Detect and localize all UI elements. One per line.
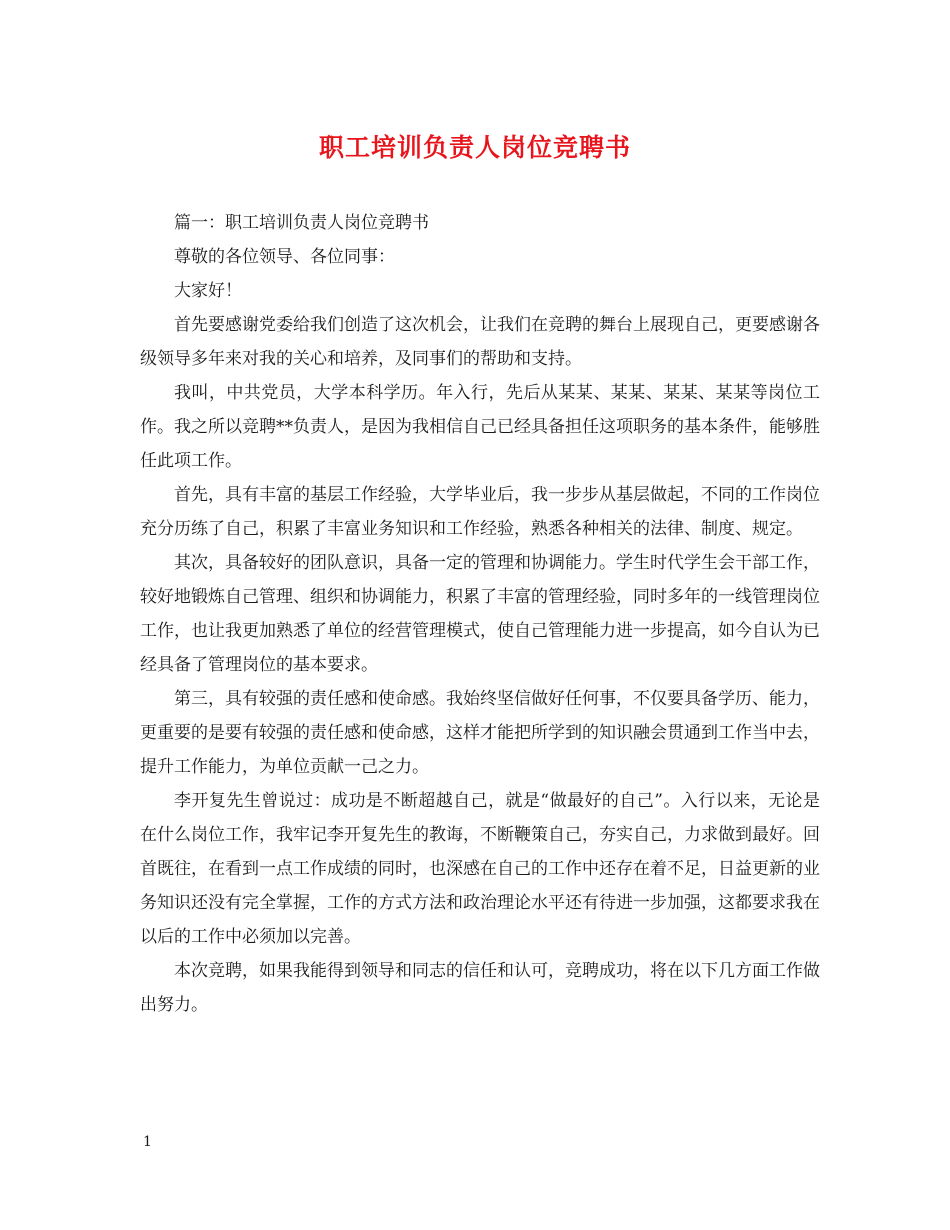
paragraph-second-point: 其次，具备较好的团队意识，具备一定的管理和协调能力。学生时代学生会干部工作，较好地锻炼自己管理、组织和协调能力，积累了丰富的管理经验，同时多年的一线管理岗位工作，也让我更加熟悉了单位的经营管理模式，使自己管理能力进一步提高，如今自认为已经具备了管理岗位的基本要求。	[140, 553, 820, 675]
paragraph-reflection: 李开复先生曾说过：成功是不断超越自己，就是“做最好的自己”。入行以来，无论是在什么岗位工作，我牢记李开复先生的教诲，不断鞭策自己，夯实自己，力求做到最好。回首既往，在看到一点工作成绩的同时，也深感在自己的工作中还存在着不足，日益更新的业务知识还没有完全掌握，工作的方式方法和政治理论水平还有待进一步加强，这都要求我在以后的工作中必须加以完善。	[140, 791, 820, 947]
paragraph-commitment: 本次竞聘，如果我能得到领导和同志的信任和认可，竞聘成功，将在以下几方面工作做出努力。	[140, 961, 820, 1015]
paragraph-greeting: 大家好！	[174, 281, 242, 301]
paragraph-introduction: 我叫，中共党员，大学本科学历。年入行，先后从某某、某某、某某、某某等岗位工作。我之所以竞聘**负责人，是因为我相信自己已经具备担任这项职务的基本条件，能够胜任此项工作。	[140, 383, 820, 471]
paragraph-salutation: 尊敬的各位领导、各位同事：	[174, 247, 395, 267]
paragraph-first-point: 首先，具有丰富的基层工作经验，大学毕业后，我一步步从基层做起，不同的工作岗位充分历练了自己，积累了丰富业务知识和工作经验，熟悉各种相关的法律、制度、规定。	[140, 485, 820, 539]
paragraph-thanks: 首先要感谢党委给我们创造了这次机会，让我们在竞聘的舞台上展现自己，更要感谢各级领导多年来对我的关心和培养，及同事们的帮助和支持。	[140, 315, 820, 369]
page-number: 1	[143, 1134, 152, 1150]
document-body	[140, 206, 820, 1022]
document-title: 职工培训负责人岗位竞聘书	[318, 133, 631, 162]
paragraph-third-point: 第三，具有较强的责任感和使命感。我始终坚信做好任何事，不仅要具备学历、能力，更重要的是要有较强的责任感和使命感，这样才能把所学到的知识融会贯通到工作当中去，提升工作能力，为单位贡献一己之力。	[140, 689, 820, 777]
paragraph-section-heading: 篇一：职工培训负责人岗位竞聘书	[174, 213, 429, 233]
